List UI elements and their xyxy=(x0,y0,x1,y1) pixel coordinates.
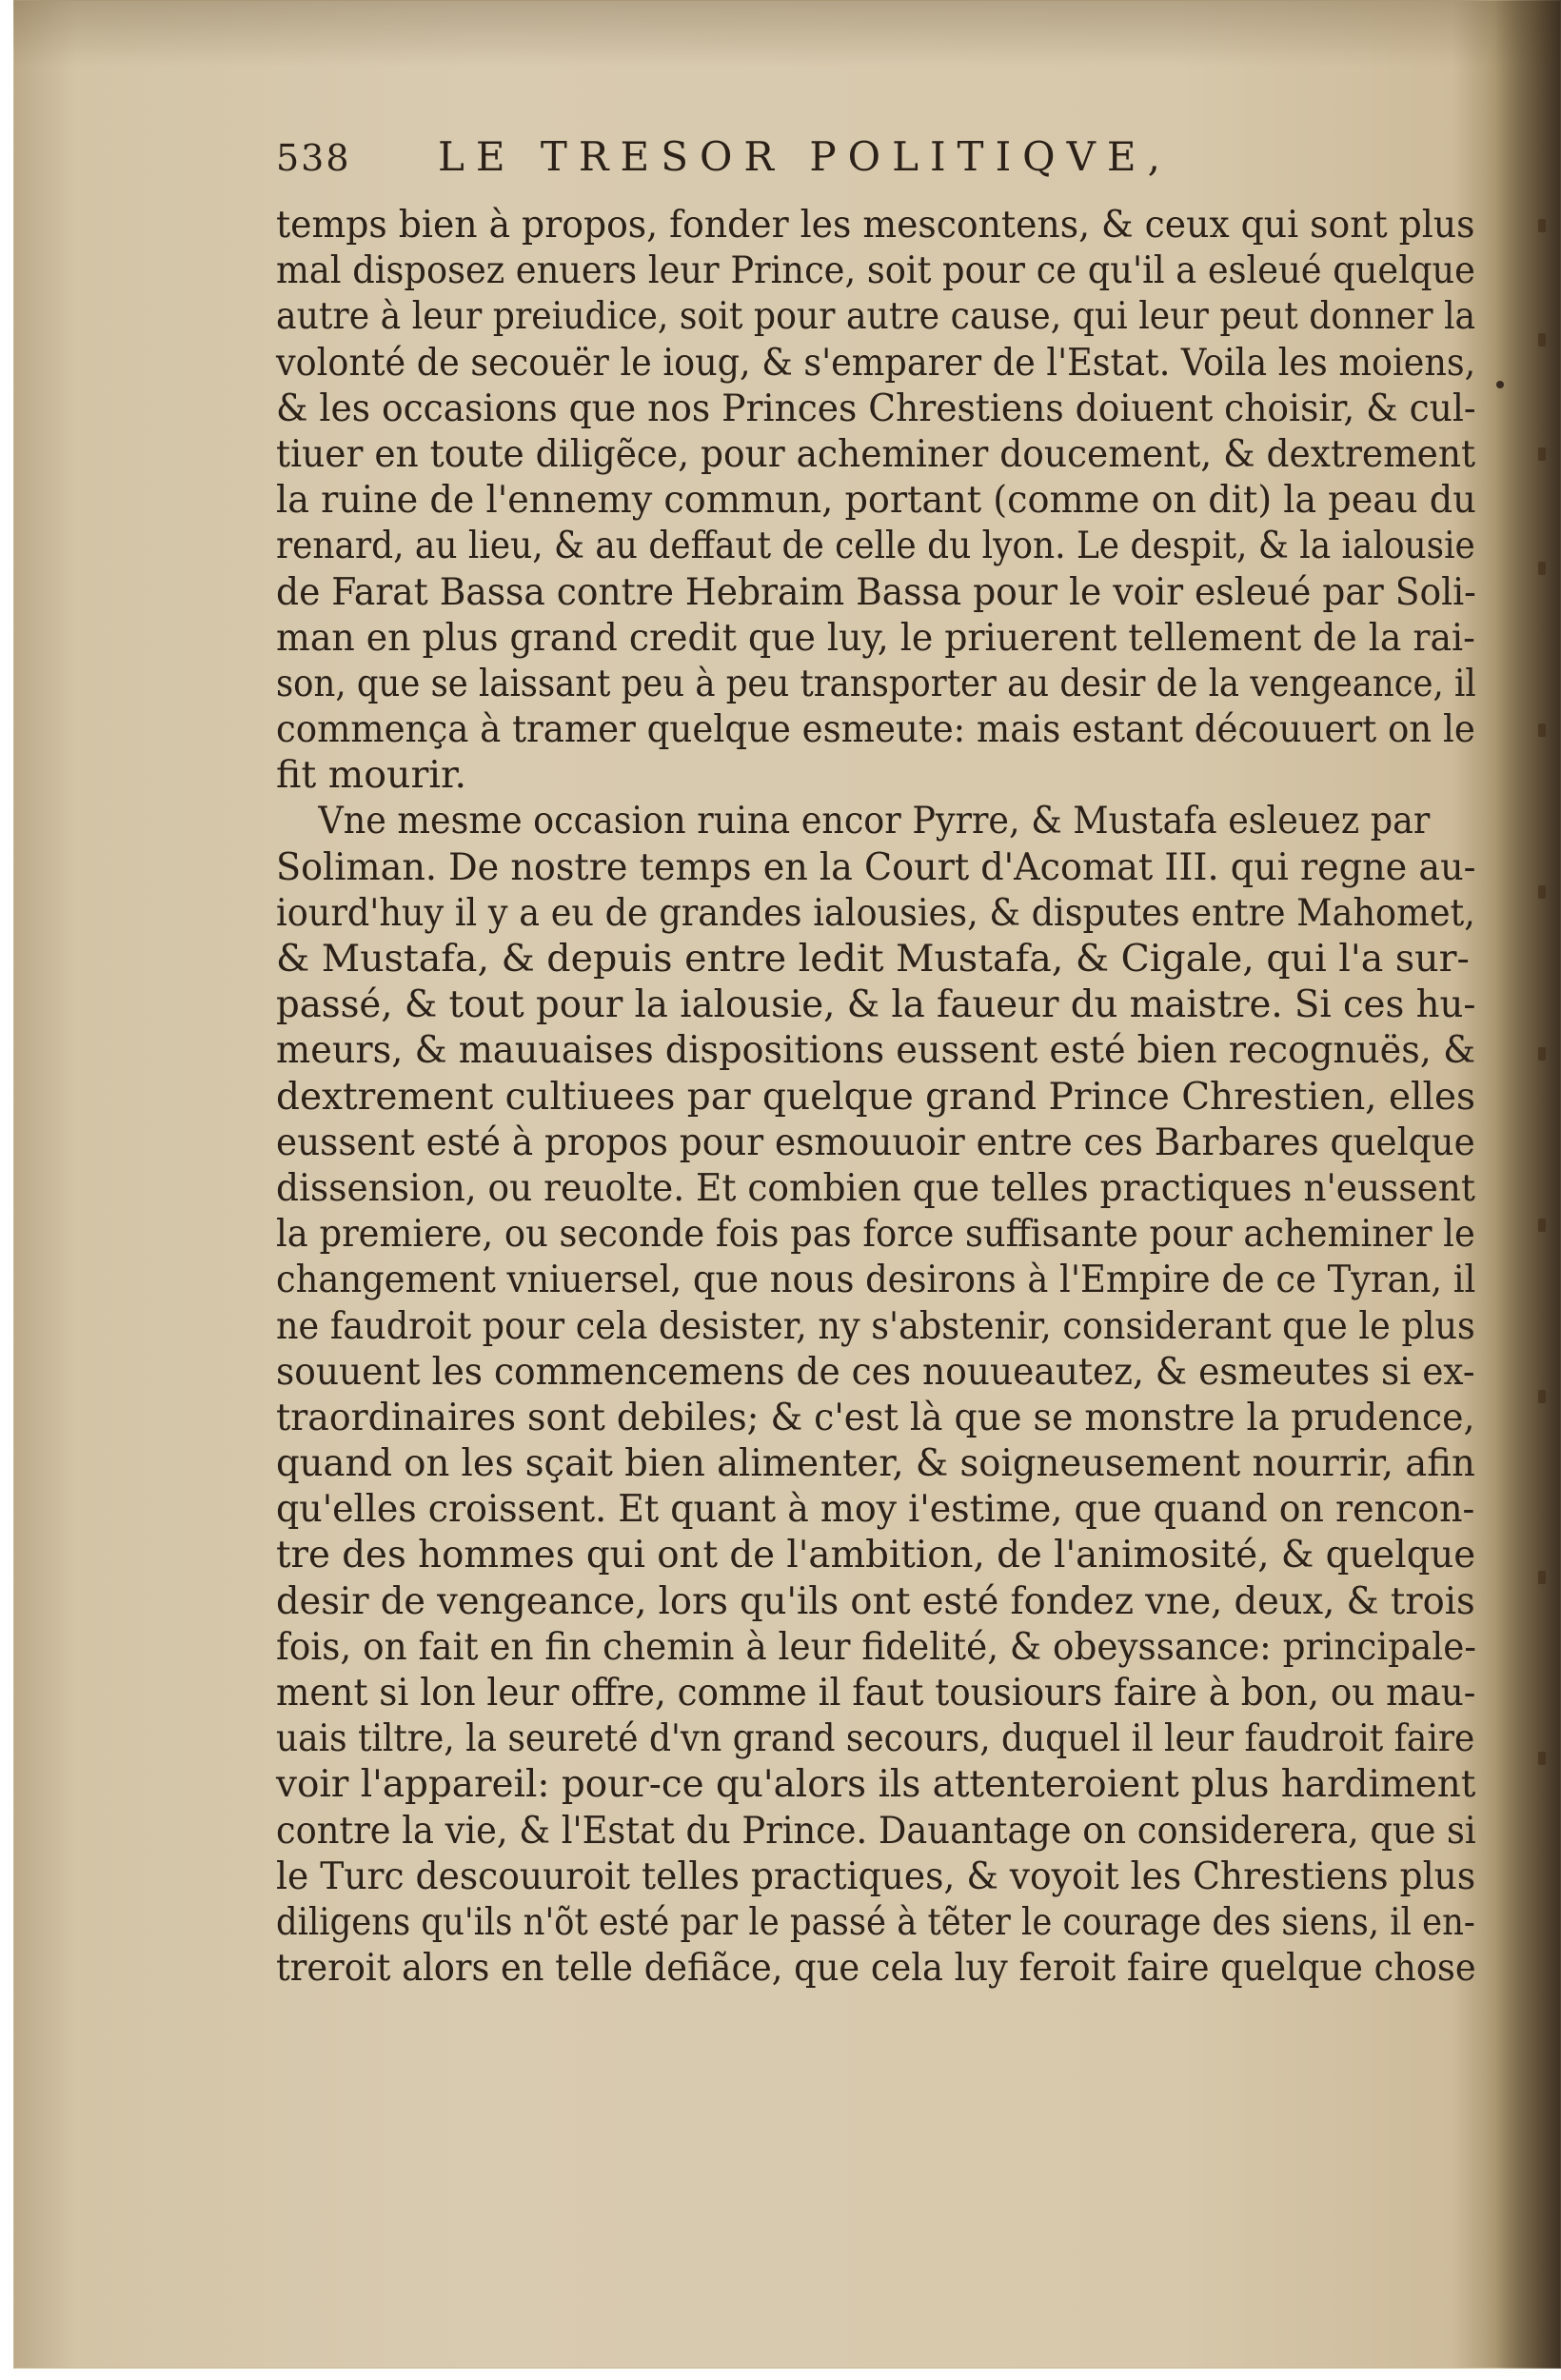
text-line: quand on les sçait bien alimenter, & soigneusement nourrir, afin xyxy=(276,1441,1475,1486)
text-line: souuent les commencemens de ces nouueautez, & esmeutes si ex- xyxy=(276,1349,1475,1394)
margin-ink-dot xyxy=(1496,381,1504,388)
text-line: treroit alors en telle defiãce, que cela luy feroit faire quelque chose xyxy=(276,1946,1476,1991)
text-line: fit mourir. xyxy=(276,753,467,798)
text-line: autre à leur preiudice, soit pour autre cause, qui leur peut donner la xyxy=(276,294,1476,339)
ink-bleed-mark xyxy=(1538,1047,1546,1061)
ink-bleed-mark xyxy=(1538,1390,1546,1403)
text-line: fois, on fait en fin chemin à leur fidelité, & obeyssance: principale- xyxy=(276,1624,1476,1669)
text-line: de Farat Bassa contre Hebraim Bassa pour le voir esleué par Soli- xyxy=(276,569,1476,614)
ink-bleed-mark xyxy=(1538,562,1546,575)
book-page xyxy=(276,133,1475,1991)
page-header xyxy=(276,133,1475,194)
text-line: & les occasions que nos Princes Chrestiens doiuent choisir, & cul- xyxy=(276,386,1476,430)
text-line: tiuer en toute diligẽce, pour acheminer doucement, & dextrement xyxy=(276,431,1476,476)
ink-bleed-mark xyxy=(1538,885,1546,899)
text-line: son, que se laissant peu à peu transporter au desir de la vengeance, il xyxy=(276,661,1476,705)
body-text xyxy=(276,202,1475,1991)
text-line: la ruine de l'ennemy commun, portant (comme on dit) la peau du xyxy=(276,478,1476,523)
text-line: tre des hommes qui ont de l'ambition, de l'animosité, & quelque xyxy=(276,1533,1476,1577)
text-line: volonté de secouër le ioug, & s'emparer de l'Estat. Voila les moiens, xyxy=(276,340,1476,385)
text-line: uais tiltre, la seureté d'vn grand secours, duquel il leur faudroit faire xyxy=(276,1716,1475,1761)
text-line: contre la vie, & l'Estat du Prince. Dauantage on considerera, que si xyxy=(276,1808,1476,1853)
binding-gutter xyxy=(1494,0,1561,2369)
text-line: renard, au lieu, & au deffaut de celle du lyon. Le despit, & la ialousie xyxy=(276,524,1475,568)
ink-bleed-mark xyxy=(1538,447,1546,461)
paragraph xyxy=(276,798,1475,1991)
page-number: 538 xyxy=(276,137,351,179)
ink-bleed-mark xyxy=(1538,1219,1546,1232)
running-title: LE TRESOR POLITIQVE, xyxy=(438,133,1172,180)
text-line: la premiere, ou seconde fois pas force suffisante pour acheminer le xyxy=(276,1212,1475,1257)
text-line: meurs, & mauuaises dispositions eussent esté bien recognuës, & xyxy=(276,1028,1476,1073)
text-line: mal disposez enuers leur Prince, soit pour ce qu'il a esleué quelque xyxy=(276,248,1475,293)
ink-bleed-mark xyxy=(1538,1752,1546,1765)
text-line: desir de vengeance, lors qu'ils ont esté fondez vne, deux, & trois xyxy=(276,1578,1475,1623)
ink-bleed-mark xyxy=(1538,333,1546,347)
text-line: passé, & tout pour la ialousie, & la faueur du maistre. Si ces hu- xyxy=(276,982,1476,1027)
text-line: ne faudroit pour cela desister, ny s'abstenir, considerant que le plus xyxy=(276,1303,1475,1348)
paragraph xyxy=(276,202,1475,798)
ink-bleed-mark xyxy=(1538,724,1546,737)
text-line: iourd'huy il y a eu de grandes ialousies, & disputes entre Mahomet, xyxy=(276,890,1475,935)
text-line: ment si lon leur offre, comme il faut tousiours faire à bon, ou mau- xyxy=(276,1671,1476,1715)
text-line: man en plus grand credit que luy, le priuerent tellement de la rai- xyxy=(276,615,1475,660)
text-line: le Turc descouuroit telles practiques, & voyoit les Chrestiens plus xyxy=(276,1854,1476,1898)
text-line: dextrement cultiuees par quelque grand Prince Chrestien, elles xyxy=(276,1074,1476,1119)
ink-bleed-mark xyxy=(1538,219,1546,232)
text-line: Vne mesme occasion ruina encor Pyrre, & Mustafa esleuez par xyxy=(318,799,1431,843)
ink-bleed-mark xyxy=(1538,1571,1546,1584)
text-line: eussent esté à propos pour esmouuoir entre ces Barbares quelque xyxy=(276,1120,1475,1164)
text-line: changement vniuersel, que nous desirons à l'Empire de ce Tyran, il xyxy=(276,1258,1476,1302)
text-line: temps bien à propos, fonder les mescontens, & ceux qui sont plus xyxy=(276,203,1475,247)
text-line: diligens qu'ils n'õt esté par le passé à tẽter le courage des siens, il en- xyxy=(276,1899,1475,1944)
text-line: dissension, ou reuolte. Et combien que telles practiques n'eussent xyxy=(276,1165,1475,1210)
text-line: commença à tramer quelque esmeute: mais estant découuert on le xyxy=(276,707,1475,752)
text-line: traordinaires sont debiles; & c'est là que se monstre la prudence, xyxy=(276,1395,1475,1439)
text-line: & Mustafa, & depuis entre ledit Mustafa, & Cigale, qui l'a sur- xyxy=(276,937,1470,981)
text-line: voir l'appareil: pour-ce qu'alors ils attenteroient plus hardiment xyxy=(276,1762,1476,1807)
text-line: Soliman. De nostre temps en la Court d'Acomat III. qui regne au- xyxy=(276,844,1476,889)
text-line: qu'elles croissent. Et quant à moy i'estime, que quand on rencon- xyxy=(276,1487,1475,1532)
top-shadow xyxy=(13,0,1561,67)
